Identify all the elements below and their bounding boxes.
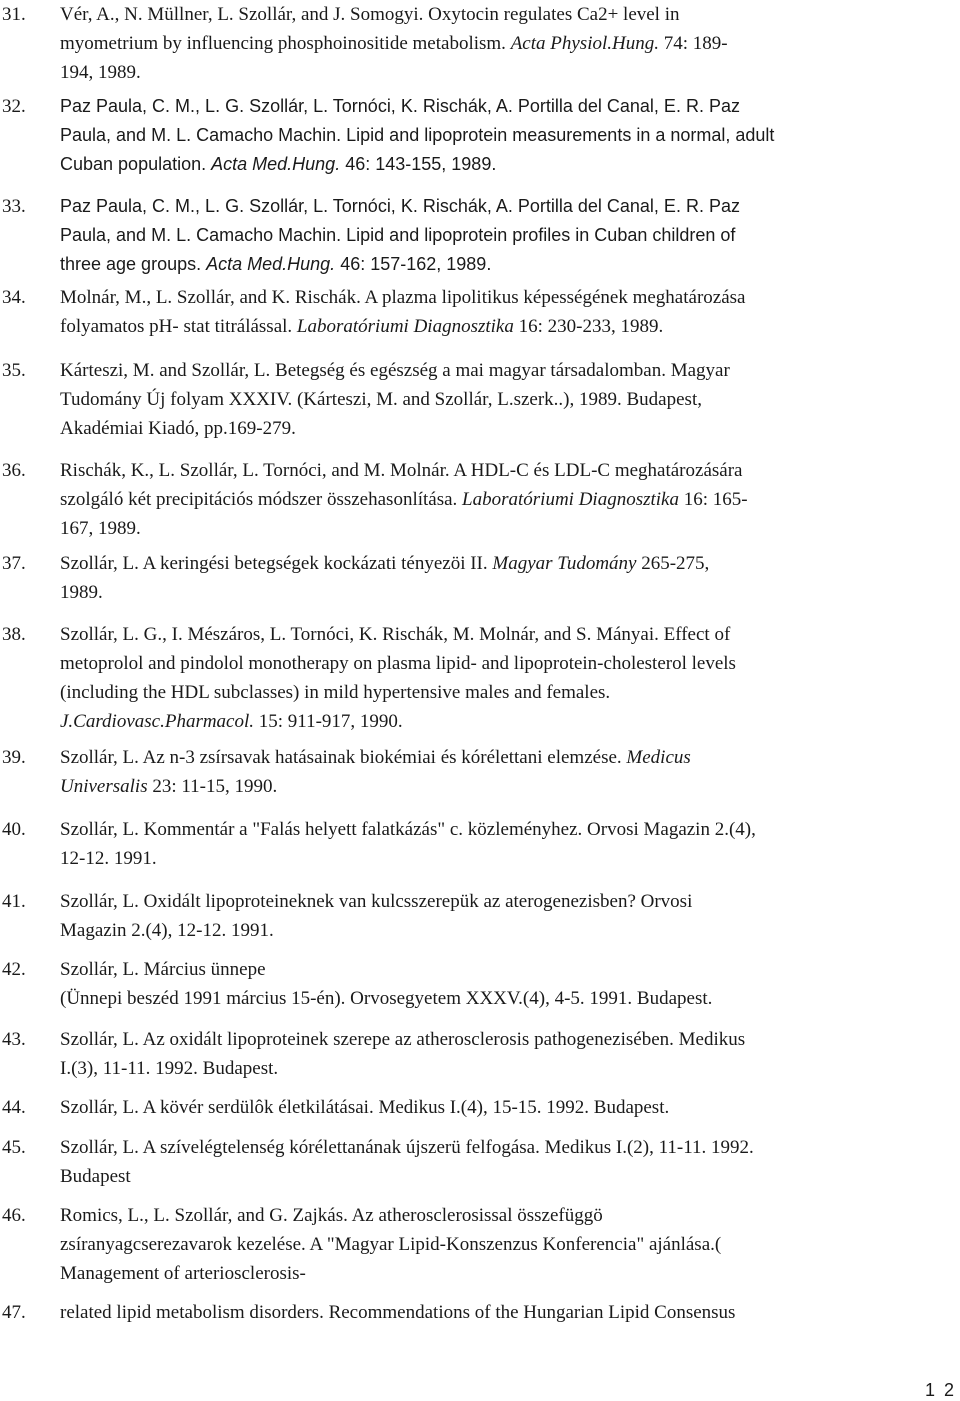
- journal-title: Laboratóriumi Diagnosztika: [462, 489, 679, 510]
- reference-segment: 16: 165-: [679, 489, 748, 510]
- reference-line: [60, 1201, 960, 1230]
- reference-line: [60, 456, 960, 485]
- reference-segment: I.(3), 11-11. 1992. Budapest.: [60, 1058, 279, 1079]
- reference-line: [60, 283, 960, 312]
- reference-segment: Szollár, L. Március ünnepe: [60, 959, 266, 980]
- reference-segment: 46: 143-155, 1989.: [340, 154, 497, 174]
- reference-text: [60, 1093, 960, 1122]
- reference-segment: zsíranyagcserezavarok kezelése. A "Magyar Lipid-Konszenzus Konferencia" ajánlása.(: [60, 1234, 722, 1255]
- reference-text: [60, 92, 960, 179]
- reference-segment: Molnár, M., L. Szollár, and K. Rischák. A plazma lipolitikus képességének meghatározása: [60, 287, 746, 308]
- reference-segment: 167, 1989.: [60, 518, 141, 539]
- reference-line: [60, 620, 960, 649]
- reference-line: [60, 678, 960, 707]
- reference-line: [60, 312, 960, 341]
- reference-text: [60, 356, 960, 443]
- reference-text: [60, 549, 960, 607]
- journal-title: Magyar Tudomány: [492, 553, 637, 574]
- reference-text: [60, 1201, 960, 1288]
- reference-number: 46.: [2, 1205, 26, 1226]
- reference-text: [60, 456, 960, 543]
- reference-segment: 15: 911-917, 1990.: [254, 711, 403, 732]
- reference-segment: 16: 230-233, 1989.: [513, 316, 664, 337]
- reference-segment: Paula, and M. L. Camacho Machin. Lipid and lipoprotein profiles in Cuban children of: [60, 225, 736, 245]
- reference-text: [60, 1133, 960, 1191]
- reference-text: [60, 1298, 960, 1327]
- reference-line: [60, 385, 960, 414]
- reference-segment: 265-275,: [636, 553, 710, 574]
- journal-title: Medicus: [626, 747, 691, 768]
- reference-segment: 194, 1989.: [60, 62, 141, 83]
- reference-number: 36.: [2, 460, 26, 481]
- reference-segment: Paula, and M. L. Camacho Machin. Lipid and lipoprotein measurements in a normal, adult: [60, 125, 775, 145]
- reference-line: [60, 414, 960, 443]
- reference-text: [60, 192, 960, 279]
- reference-number: 39.: [2, 747, 26, 768]
- reference-segment: Szollár, L. Kommentár a "Falás helyett falatkázás" c. közleményhez. Orvosi Magazin 2.(4),: [60, 819, 756, 840]
- journal-title: J.Cardiovasc.Pharmacol.: [60, 711, 255, 732]
- reference-number: 47.: [2, 1302, 26, 1323]
- reference-segment: related lipid metabolism disorders. Recommendations of the Hungarian Lipid Consensus: [60, 1302, 736, 1323]
- reference-segment: Kárteszi, M. and Szollár, L. Betegség és egészség a mai magyar társadalomban. Magyar: [60, 360, 730, 381]
- reference-line: [60, 1230, 960, 1259]
- journal-title: Acta Med.Hung.: [206, 254, 336, 274]
- reference-line: [60, 955, 960, 984]
- reference-line: [60, 514, 960, 543]
- reference-number: 38.: [2, 624, 26, 645]
- reference-segment: Szollár, L. Az oxidált lipoproteinek szerepe az atherosclerosis pathogenezisében. Medikus: [60, 1029, 746, 1050]
- reference-line: [60, 29, 960, 58]
- reference-segment: szolgáló két precipitációs módszer összehasonlítása.: [60, 489, 463, 510]
- reference-text: [60, 743, 960, 801]
- reference-segment: 74: 189-: [658, 33, 728, 54]
- reference-line: [60, 121, 960, 150]
- reference-line: [60, 221, 960, 250]
- reference-text: [60, 620, 960, 736]
- reference-segment: myometrium by influencing phosphoinositide metabolism.: [60, 33, 511, 54]
- reference-line: [60, 743, 960, 772]
- reference-segment: metoprolol and pindolol monotherapy on plasma lipid- and lipoprotein-cholesterol levels: [60, 653, 736, 674]
- reference-segment: Akadémiai Kiadó, pp.169-279.: [60, 418, 296, 439]
- reference-line: [60, 1093, 960, 1122]
- reference-line: [60, 92, 960, 121]
- reference-segment: (including the HDL subclasses) in mild hypertensive males and females.: [60, 682, 611, 703]
- reference-number: 33.: [2, 196, 26, 217]
- journal-title: Acta Physiol.Hung.: [510, 33, 659, 54]
- reference-line: [60, 192, 960, 221]
- reference-line: [60, 1054, 960, 1083]
- reference-segment: Szollár, L. G., I. Mészáros, L. Tornóci, K. Rischák, M. Molnár, and S. Mányai. Effect of: [60, 624, 731, 645]
- reference-text: [60, 815, 960, 873]
- reference-segment: Magazin 2.(4), 12-12. 1991.: [60, 920, 274, 941]
- reference-segment: Szollár, L. A kövér serdülôk életkilátásai. Medikus I.(4), 15-15. 1992. Budapest.: [60, 1097, 670, 1118]
- reference-segment: Szollár, L. A keringési betegségek kockázati tényezöi II.: [60, 553, 493, 574]
- reference-line: [60, 844, 960, 873]
- reference-segment: 12-12. 1991.: [60, 848, 157, 869]
- reference-line: [60, 250, 960, 279]
- reference-text: [60, 283, 960, 341]
- reference-line: [60, 1162, 960, 1191]
- reference-text: [60, 955, 960, 1013]
- reference-line: [60, 707, 960, 736]
- reference-number: 37.: [2, 553, 26, 574]
- reference-segment: Szollár, L. Az n-3 zsírsavak hatásainak biokémiai és kórélettani elemzése.: [60, 747, 627, 768]
- reference-text: [60, 887, 960, 945]
- journal-title: Universalis: [60, 776, 148, 797]
- reference-line: [60, 1133, 960, 1162]
- reference-number: 44.: [2, 1097, 26, 1118]
- reference-number: 42.: [2, 959, 26, 980]
- reference-line: [60, 58, 960, 87]
- reference-number: 40.: [2, 819, 26, 840]
- reference-segment: Szollár, L. Oxidált lipoproteineknek van kulcsszerepük az aterogenezisben? Orvosi: [60, 891, 693, 912]
- reference-segment: Szollár, L. A szívelégtelenség kórélettanának újszerü felfogása. Medikus I.(2), 11-11. 1992.: [60, 1137, 754, 1158]
- reference-line: [60, 772, 960, 801]
- reference-line: [60, 649, 960, 678]
- reference-line: [60, 150, 960, 179]
- reference-segment: Vér, A., N. Müllner, L. Szollár, and J. Somogyi. Oxytocin regulates Ca2+ level in: [60, 4, 680, 25]
- reference-segment: three age groups.: [60, 254, 207, 274]
- reference-segment: 46: 157-162, 1989.: [335, 254, 492, 274]
- reference-line: [60, 815, 960, 844]
- reference-segment: Rischák, K., L. Szollár, L. Tornóci, and M. Molnár. A HDL-C és LDL-C meghatározására: [60, 460, 743, 481]
- reference-line: [60, 916, 960, 945]
- reference-number: 34.: [2, 287, 26, 308]
- page-number: 1 2: [924, 1380, 956, 1400]
- reference-line: [60, 1025, 960, 1054]
- reference-segment: Cuban population.: [60, 154, 212, 174]
- reference-number: 45.: [2, 1137, 26, 1158]
- journal-title: Laboratóriumi Diagnosztika: [296, 316, 514, 337]
- reference-segment: (Ünnepi beszéd 1991 március 15-én). Orvosegyetem XXXV.(4), 4-5. 1991. Budapest.: [60, 988, 713, 1009]
- reference-segment: Management of arteriosclerosis-: [60, 1263, 306, 1284]
- reference-segment: Romics, L., L. Szollár, and G. Zajkás. Az atherosclerosissal összefüggö: [60, 1205, 603, 1226]
- reference-segment: Tudomány Új folyam XXXIV. (Kárteszi, M. and Szollár, L.szerk..), 1989. Budapest,: [60, 389, 702, 410]
- reference-segment: Paz Paula, C. M., L. G. Szollár, L. Tornóci, K. Rischák, A. Portilla del Canal, E. R. Paz: [60, 196, 740, 216]
- reference-line: [60, 0, 960, 29]
- reference-line: [60, 1259, 960, 1288]
- reference-segment: 1989.: [60, 582, 103, 603]
- reference-text: [60, 1025, 960, 1083]
- reference-line: [60, 549, 960, 578]
- reference-number: 31.: [2, 4, 26, 25]
- reference-line: [60, 578, 960, 607]
- reference-text: [60, 0, 960, 87]
- reference-segment: folyamatos pH- stat titrálással.: [60, 316, 297, 337]
- reference-line: [60, 887, 960, 916]
- reference-number: 43.: [2, 1029, 26, 1050]
- reference-number: 35.: [2, 360, 26, 381]
- reference-line: [60, 485, 960, 514]
- reference-number: 41.: [2, 891, 26, 912]
- reference-line: [60, 1298, 960, 1327]
- reference-line: [60, 356, 960, 385]
- reference-segment: 23: 11-15, 1990.: [147, 776, 278, 797]
- reference-segment: Budapest: [60, 1166, 131, 1187]
- reference-line: [60, 984, 960, 1013]
- journal-title: Acta Med.Hung.: [211, 154, 341, 174]
- reference-number: 32.: [2, 96, 26, 117]
- reference-segment: Paz Paula, C. M., L. G. Szollár, L. Tornóci, K. Rischák, A. Portilla del Canal, E. R. Paz: [60, 96, 740, 116]
